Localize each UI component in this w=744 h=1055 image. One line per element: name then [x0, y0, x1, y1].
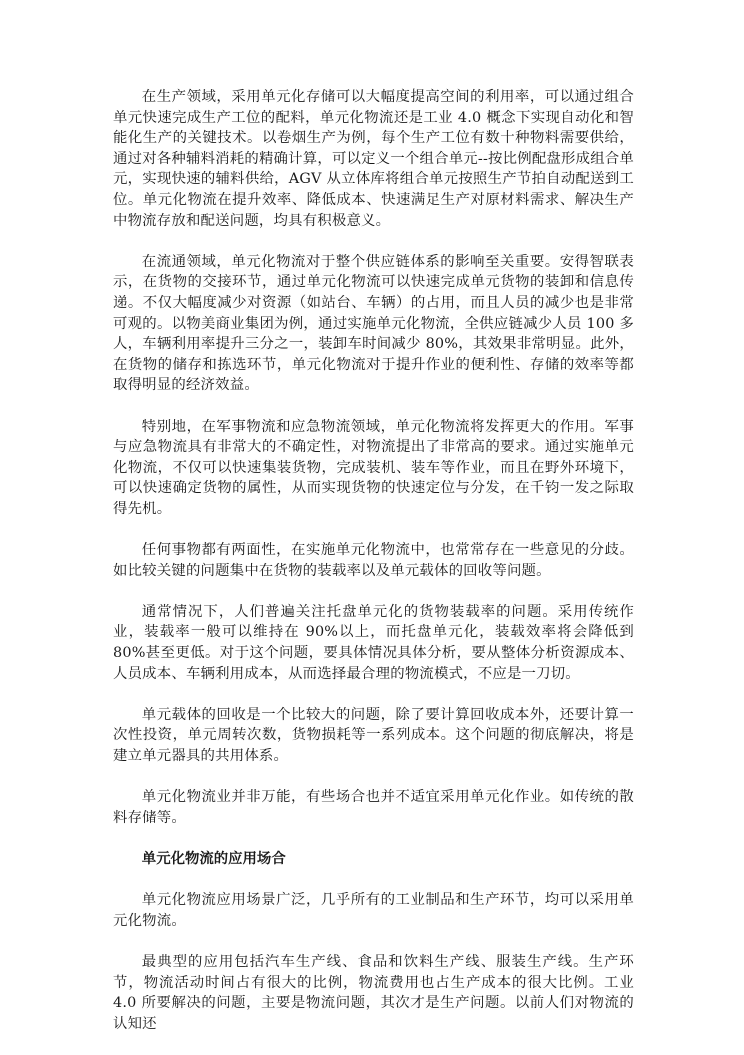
- section-heading: 单元化物流的应用场合: [141, 850, 286, 867]
- document-page: [113, 87, 634, 1055]
- paragraph-application-scope: 单元化物流应用场景广泛，几乎所有的工业制品和生产环节，均可以采用单元化物流。: [113, 892, 634, 929]
- paragraph-typical-applications: 最典型的应用包括汽车生产线、食品和饮料生产线、服装生产线。生产环节，物流活动时间占有很大的比例，物流费用也占生产成本的很大比例。工业 4.0 所要解决的问题，主要是物流问题，其次才是生产问题。以前人们对物流的认知还: [113, 953, 634, 1032]
- paragraph-production: 在生产领域，采用单元化存储可以大幅度提高空间的利用率，可以通过组合单元快速完成生产工位的配料，单元化物流还是工业 4.0 概念下实现自动化和智能化生产的关键技术。以卷烟生产为例，每个生产工位有数十种物料需要供给，通过对各种辅料消耗的精确计算，可以定义一个组合单元--按比例配盘形成组合单元，实现快速的辅料供给，AGV 从立体库将组合单元按照生产节拍自动配送到工位。单元化物流在提升效率、降低成本、快速满足生产对原材料需求、解决生产中物流存放和配送问题，均具有积极意义。: [113, 89, 634, 229]
- paragraph-loading-rate: 通常情况下，人们普遍关注托盘单元化的货物装载率的问题。采用传统作业，装载率一般可以维持在 90%以上，而托盘单元化，装载效率将会降低到 80%甚至更低。对于这个问题，要具体情况具体分析，要从整体分析资源成本、人员成本、车辆利用成本，从而选择最合理的物流模式，不应是一刀切。: [113, 603, 634, 682]
- paragraph-two-sides: 任何事物都有两面性，在实施单元化物流中，也常常存在一些意见的分歧。如比较关键的问题集中在货物的装载率以及单元载体的回收等问题。: [113, 542, 634, 579]
- paragraph-carrier-recycling: 单元载体的回收是一个比较大的问题，除了要计算回收成本外，还要计算一次性投资，单元周转次数，货物损耗等一系列成本。这个问题的彻底解决，将是建立单元器具的共用体系。: [113, 706, 634, 764]
- paragraph-circulation: 在流通领域，单元化物流对于整个供应链体系的影响至关重要。安得智联表示，在货物的交接环节，通过单元化物流可以快速完成单元货物的装卸和信息传递。不仅大幅度减少对资源（如站台、车辆）的占用，而且人员的减少也是非常可观的。以物美商业集团为例，通过实施单元化物流，全供应链减少人员 100 多人，车辆利用率提升三分之一，装卸车时间减少 80%，其效果非常明显。此外，在货物的储存和拣选环节，单元化物流对于提升作业的便利性、存储的效率等都取得明显的经济效益。: [113, 253, 634, 394]
- paragraph-not-universal: 单元化物流业并非万能，有些场合也并不适宜采用单元化作业。如传统的散料存储等。: [113, 789, 634, 826]
- paragraph-military: 特别地，在军事物流和应急物流领域，单元化物流将发挥更大的作用。军事与应急物流具有非常大的不确定性，对物流提出了非常高的要求。通过实施单元化物流，不仅可以快速集装货物，完成装机、装车等作业，而且在野外环境下，可以快速确定货物的属性，从而实现货物的快速定位与分发，在千钧一发之际取得先机。: [113, 418, 634, 517]
